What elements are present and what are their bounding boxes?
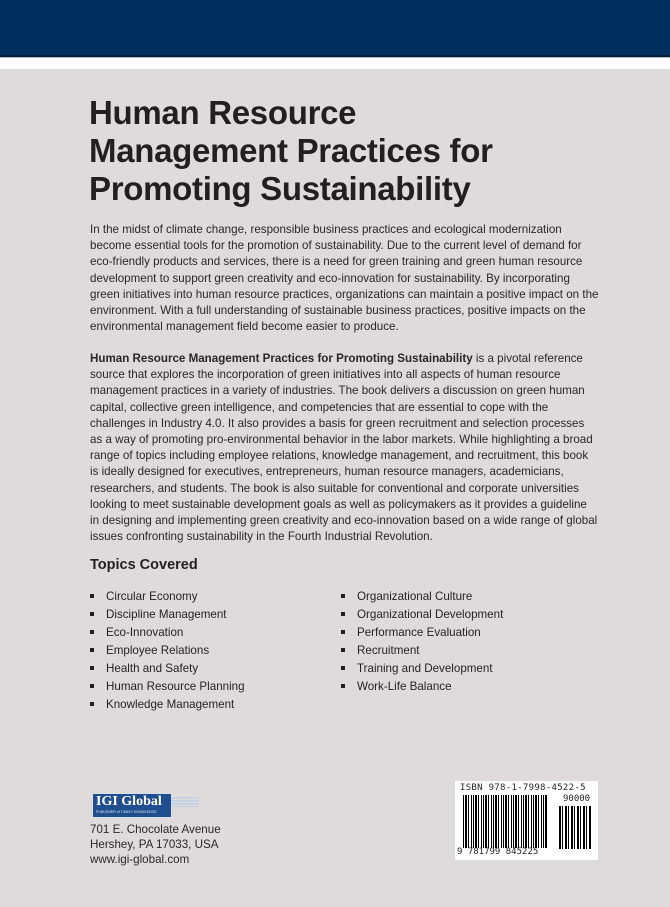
text-line: researchers, and students. The book is also suitable for conventional and corporate universities [90,481,579,495]
topic-item [90,588,245,606]
text-line: as a way of promoting pro-environmental behavior in the labor markets. While highlighting a broad [90,433,593,447]
topic-label: Organizational Development [357,608,504,621]
text-line: green initiatives into human resource practices, organizations can maintain a positive impact on the [90,287,599,301]
bullet-icon [90,684,94,688]
topic-label: Recruitment [357,644,420,657]
text-line: range of topics including employee relations, knowledge management, and recruitment, this book [90,449,589,463]
topic-item [341,588,503,606]
topic-item [341,624,503,642]
text-line: environment. With a full understanding of sustainable business practices, positive impacts on the [90,304,586,318]
isbn-barcode [455,781,598,860]
topic-label: Knowledge Management [106,698,235,711]
topic-item [341,660,503,678]
text-line: management practices in a variety of industries. The book delivers a discussion on green human [90,384,585,398]
bullet-icon [341,648,345,652]
topic-label: Performance Evaluation [357,626,481,639]
isbn-text: ISBN 978-1-7998-4522-5 [460,783,586,793]
text-line: issues confronting sustainability in the Fourth Industrial Revolution. [90,530,433,544]
bullet-icon [341,630,345,634]
website-link: www.igi-global.com [90,853,190,866]
text-line: In the midst of climate change, responsible business practices and ecological modernization [90,223,562,236]
publisher-address [90,822,221,867]
bullet-icon [341,594,345,598]
description-paragraph-2 [90,351,597,545]
address-line: 701 E. Chocolate Avenue [90,823,221,836]
book-title [89,94,493,208]
bullet-icon [90,648,94,652]
topic-item [90,660,245,678]
bullet-icon [90,612,94,616]
topic-item [341,642,503,660]
text-span: is a pivotal reference [472,352,583,365]
text-line: is ideally designed for executives, entrepreneurs, human resource managers, academicians, [90,465,564,479]
text-line: eco-friendly products and services, there is a need for green training and green human resource [90,255,583,269]
bullet-icon [90,702,94,706]
book-title-inline: Human Resource Management Practices for Promoting Sustainability [90,352,473,365]
bullet-icon [341,612,345,616]
topic-item [90,624,245,642]
logo-tagline: PUBLISHER of TIMELY KNOWLEDGE [96,810,157,814]
topic-item [90,606,245,624]
text-line: development to support green creativity and eco-innovation for sustainability. By incorporating [90,271,570,285]
text-line: capital, collective green intelligence, and competencies that are essential to cope with the [90,400,549,414]
topic-item [341,606,503,624]
text-line [90,351,597,367]
text-line: in designing and implementing green creativity and eco-innovation based on a wide range of global [90,514,598,528]
text-line: environmental management field become easier to produce. [90,320,399,334]
topic-label: Health and Safety [106,662,199,675]
bullet-icon [341,666,345,670]
white-stripe [0,58,670,69]
title-line: Management Practices for [89,132,493,169]
text-line: looking to meet sustainable development goals as well as policymakers as it provides a guideline [90,497,587,511]
price-code: 90000 [563,794,591,804]
bullet-icon [90,630,94,634]
topic-label: Organizational Culture [357,590,473,603]
price-barcode-bars [559,806,591,849]
bullet-icon [90,594,94,598]
barcode-bars [463,795,548,848]
topic-item [90,642,245,660]
description-paragraph-1 [90,222,598,335]
topic-item [90,696,245,714]
title-line: Human Resource [89,94,357,131]
text-line: challenges in Industry 4.0. It also provides a basis for green recruitment and selection processes [90,416,585,430]
logo-name: IGI Global [96,794,162,809]
title-line: Promoting Sustainability [89,170,471,207]
bullet-icon [90,666,94,670]
topics-list-right [341,588,503,696]
bullet-icon [341,684,345,688]
topics-heading: Topics Covered [90,557,198,573]
topic-label: Human Resource Planning [106,680,245,693]
top-color-band [0,0,670,57]
topic-label: Work-Life Balance [357,680,452,693]
text-line: source that explores the incorporation of green initiatives into all aspects of human resource [90,368,561,382]
logo-lines-icon [171,797,199,807]
topic-item [341,678,503,696]
ean-number: 9 781799 845225 [457,847,539,857]
publisher-logo [92,793,172,818]
text-line: become essential tools for the promotion of sustainability. Due to the current level of demand for [90,239,582,253]
topic-item [90,678,245,696]
topic-label: Circular Economy [106,590,198,603]
topic-label: Employee Relations [106,644,210,657]
topic-label: Training and Development [357,662,493,675]
topic-label: Eco-Innovation [106,626,184,639]
topic-label: Discipline Management [106,608,227,621]
address-line: Hershey, PA 17033, USA [90,838,219,851]
topics-list-left [90,588,245,714]
